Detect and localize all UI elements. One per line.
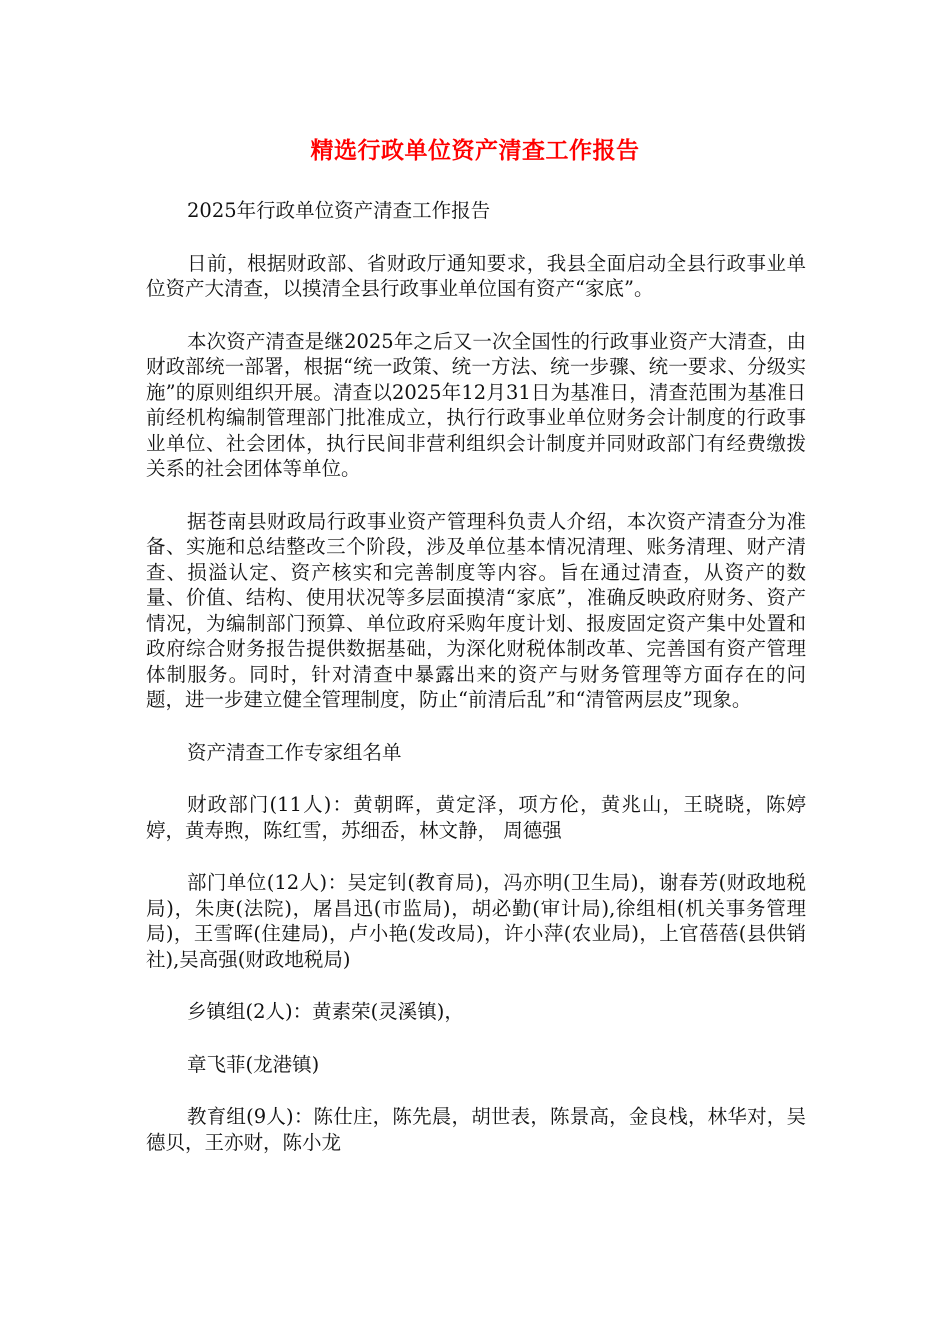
paragraph-education-group: 教育组(9人)：陈仕庄，陈先晨，胡世表，陈景高，金良栈，林华对，吴德贝，王亦财，陈小龙 bbox=[146, 1105, 806, 1154]
document-body bbox=[146, 198, 806, 1182]
paragraph-subtitle: 2025年行政单位资产清查工作报告 bbox=[187, 199, 491, 222]
paragraph-dept-units: 部门单位(12人)：吴定钊(教育局)，冯亦明(卫生局)，谢春芳(财政地税局)，朱庚(法院)，屠昌迅(市监局)，胡必勤(审计局),徐组相(机关事务管理局)，王雪晖(住建局)，卢小艳(发改局)，许小萍(农业局)，上官蓓蓓(县供销社),吴高强(财政地税局) bbox=[146, 871, 806, 971]
paragraph-scope: 本次资产清查是继2025年之后又一次全国性的行政事业资产大清查，由财政部统一部署，根据“统一政策、统一方法、统一步骤、统一要求、分级实施”的原则组织开展。清查以2025年12月31日为基准日，清查范围为基准日前经机构编制管理部门批准成立，执行行政事业单位财务会计制度的行政事业单位、社会团体，执行民间非营利组织会计制度并同财政部门有经费缴拨关系的社会团体等单位。 bbox=[146, 329, 806, 480]
document-title: 精选行政单位资产清查工作报告 bbox=[310, 138, 640, 164]
paragraph-township-group: 乡镇组(2人)：黄素荣(灵溪镇)， bbox=[187, 1000, 464, 1023]
paragraph-stages: 据苍南县财政局行政事业资产管理科负责人介绍，本次资产清查分为准备、实施和总结整改三个阶段，涉及单位基本情况清理、账务清理、财产清查、损溢认定、资产核实和完善制度等内容。旨在通过清查，从资产的数量、价值、结构、使用状况等多层面摸清“家底”，准确反映政府财务、资产情况，为编制部门预算、单位政府采购年度计划、报废固定资产集中处置和政府综合财务报告提供数据基础，为深化财税体制改革、完善国有资产管理体制服务。同时，针对清查中暴露出来的资产与财务管理等方面存在的问题，进一步建立健全管理制度，防止“前清后乱”和“清管两层皮”现象。 bbox=[146, 509, 806, 711]
paragraph-township-member: 章飞菲(龙港镇) bbox=[187, 1052, 320, 1076]
paragraph-finance-dept: 财政部门(11人)：黄朝晖，黄定泽，项方伦，黄兆山，王晓晓，陈婷婷，黄寿煦，陈红雪，苏细岙，林文静， 周德强 bbox=[146, 793, 806, 842]
paragraph-intro: 日前，根据财政部、省财政厅通知要求，我县全面启动全县行政事业单位资产大清查，以摸清全县行政事业单位国有资产“家底”。 bbox=[146, 251, 806, 300]
paragraph-expert-list-heading: 资产清查工作专家组名单 bbox=[187, 740, 402, 764]
